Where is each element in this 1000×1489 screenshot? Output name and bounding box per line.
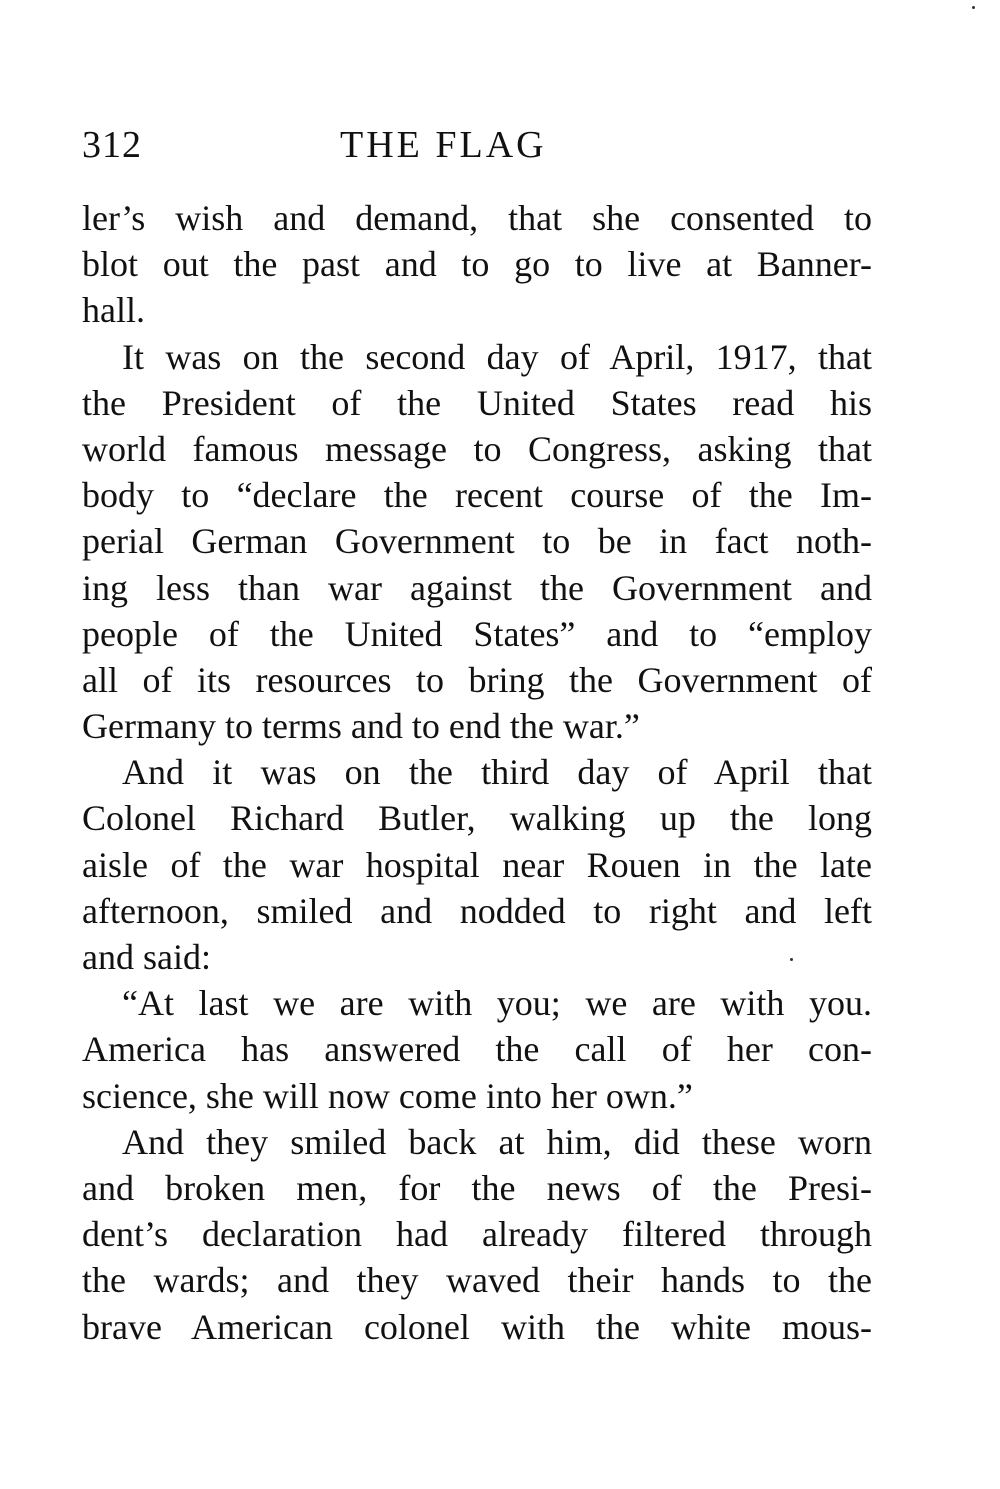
text-line: the wards; and they waved their hands to the xyxy=(82,1260,872,1301)
text-line: afternoon, smiled and nodded to right and left xyxy=(82,890,872,931)
text-line: hall. xyxy=(82,290,145,331)
body-text xyxy=(82,195,872,1350)
text-line: ing less than war against the Government and xyxy=(82,567,872,608)
text-line: world famous message to Congress, asking that xyxy=(82,428,872,469)
text-line: and broken men, for the news of the Presi- xyxy=(82,1167,872,1208)
text-line: America has answered the call of her con- xyxy=(82,1029,872,1070)
text-line: And they smiled back at him, did these worn xyxy=(122,1121,872,1162)
text-line: dent’s declaration had already filtered through xyxy=(82,1214,872,1255)
print-speck xyxy=(790,958,793,961)
text-line: all of its resources to bring the Government of xyxy=(82,659,872,700)
text-line: It was on the second day of April, 1917, that xyxy=(122,336,872,377)
text-line: and said: xyxy=(82,937,211,977)
running-title: THE FLAG xyxy=(340,124,547,166)
text-line: science, she will now come into her own.” xyxy=(82,1075,693,1116)
running-head xyxy=(82,120,872,170)
text-line: Colonel Richard Butler, walking up the long xyxy=(82,798,872,839)
text-line: aisle of the war hospital near Rouen in the late xyxy=(82,844,872,885)
text-line: ler’s wish and demand, that she consented to xyxy=(82,198,872,238)
text-line: Germany to terms and to end the war.” xyxy=(82,706,640,747)
print-speck xyxy=(972,6,975,9)
text-line: And it was on the third day of April that xyxy=(122,752,872,793)
text-line: brave American colonel with the white mous- xyxy=(82,1306,872,1347)
text-line: blot out the past and to go to live at Banner- xyxy=(82,244,872,285)
text-line: body to “declare the recent course of the Im- xyxy=(82,475,872,516)
text-line: the President of the United States read his xyxy=(82,382,872,423)
text-line: “At last we are with you; we are with you. xyxy=(122,983,872,1024)
text-line: perial German Government to be in fact noth- xyxy=(82,521,872,562)
page-number: 312 xyxy=(82,124,142,166)
text-line: people of the United States” and to “employ xyxy=(82,613,872,654)
